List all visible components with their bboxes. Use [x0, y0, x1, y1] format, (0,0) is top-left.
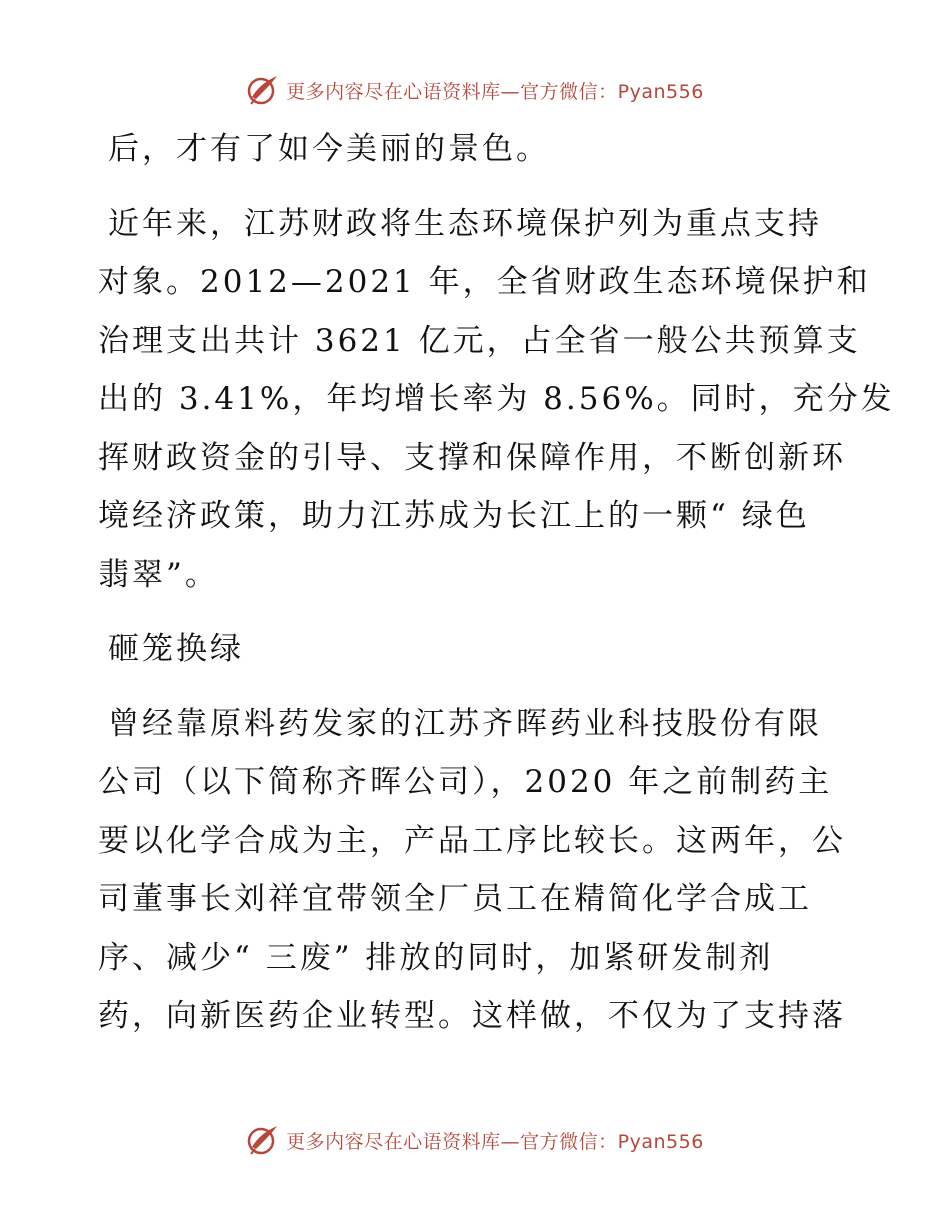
paragraph-2 [98, 195, 895, 605]
header-watermark [0, 70, 950, 110]
watermark-text: 更多内容尽在心语资料库—官方微信：Pyan556 [286, 1130, 704, 1153]
text-line: 近年来，江苏财政将生态环境保护列为重点支持 [108, 205, 822, 242]
text-line: 司董事长刘祥宜带领全厂员工在精简化学合成工 [98, 881, 812, 917]
text-line: 序、减少“ 三废” 排放的同时，加紧研发制剂 [98, 939, 774, 976]
paragraph-1 [98, 120, 858, 179]
section-heading [98, 620, 858, 679]
text-line: 治理支出共计 3621 亿元，占全省一般公共预算支 [98, 322, 861, 359]
text-line: 出的 3.41%，年均增长率为 8.56%。同时，充分发 [98, 381, 895, 417]
quill-logo-icon [246, 73, 280, 107]
quill-logo-icon [246, 1123, 280, 1157]
text-line: 药，向新医药企业转型。这样做，不仅为了支持落 [98, 998, 846, 1034]
text-line: 境经济政策，助力江苏成为长江上的一颗“ 绿色 [98, 498, 810, 534]
text-line: 翡翠”。 [98, 556, 219, 593]
text-line: 公司（以下简称齐晖公司），2020 年之前制药主 [98, 764, 833, 800]
text-line: 曾经靠原料药发家的江苏齐晖药业科技股份有限 [108, 705, 822, 742]
document-body [98, 120, 895, 1046]
footer-watermark [0, 1120, 950, 1160]
text-line: 挥财政资金的引导、支撑和保障作用，不断创新环 [98, 439, 846, 476]
paragraph-3 [98, 695, 858, 1046]
heading-text: 砸笼换绿 [108, 631, 244, 667]
text-line: 要以化学合成为主，产品工序比较长。这两年，公 [98, 822, 846, 859]
text-line: 对象。2012—2021 年，全省财政生态环境保护和 [98, 264, 871, 300]
text-line: 后，才有了如今美丽的景色。 [108, 131, 550, 167]
watermark-text: 更多内容尽在心语资料库—官方微信：Pyan556 [286, 80, 704, 103]
